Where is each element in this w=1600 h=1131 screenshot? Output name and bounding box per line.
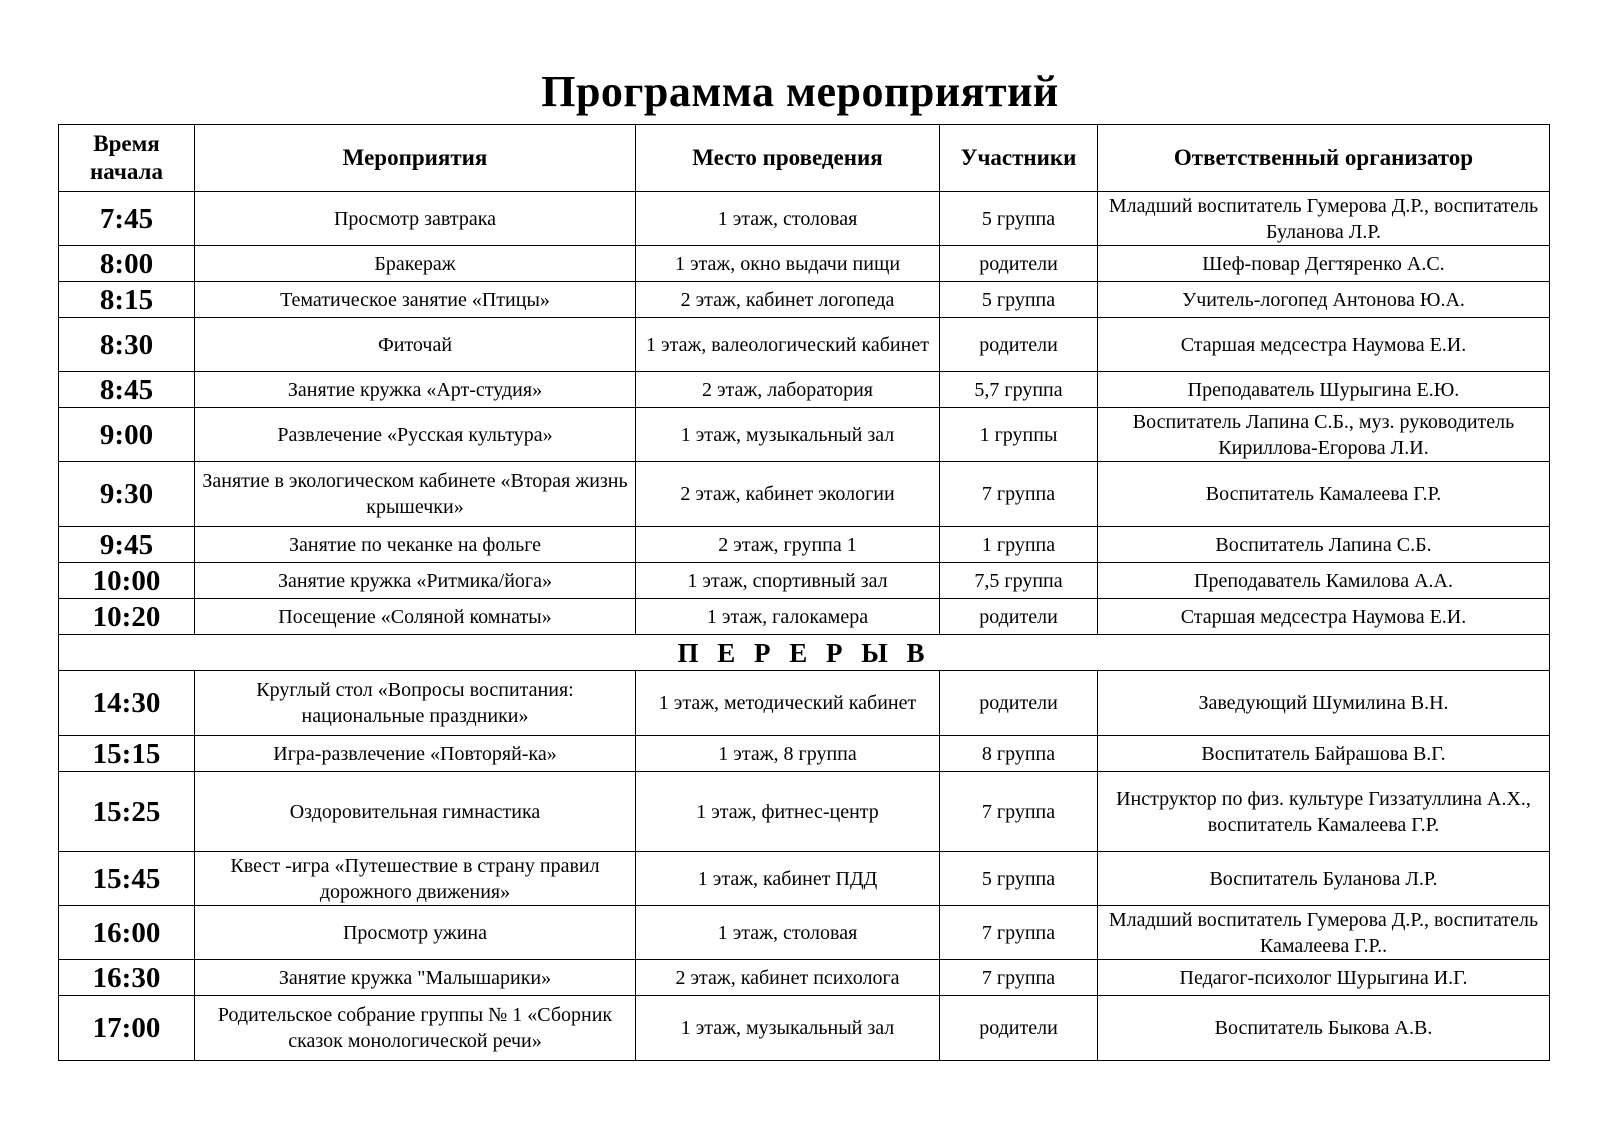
cell-place: 1 этаж, кабинет ПДД [636, 852, 940, 906]
cell-time: 10:20 [59, 599, 195, 635]
cell-time: 8:30 [59, 318, 195, 372]
cell-place: 1 этаж, галокамера [636, 599, 940, 635]
cell-event: Круглый стол «Вопросы воспитания: национальные праздники» [195, 671, 636, 736]
table-row [59, 960, 1550, 996]
cell-event: Фиточай [195, 318, 636, 372]
cell-organizer: Инструктор по физ. культуре Гиззатуллина А.Х., воспитатель Камалеева Г.Р. [1098, 772, 1550, 852]
table-row [59, 318, 1550, 372]
cell-time: 15:25 [59, 772, 195, 852]
cell-place: 2 этаж, лаборатория [636, 372, 940, 408]
table-header-row [59, 125, 1550, 192]
cell-organizer: Преподаватель Шурыгина Е.Ю. [1098, 372, 1550, 408]
cell-participants: 1 группа [940, 527, 1098, 563]
cell-organizer: Воспитатель Быкова А.В. [1098, 996, 1550, 1061]
cell-time: 17:00 [59, 996, 195, 1061]
cell-time: 8:15 [59, 282, 195, 318]
table-row [59, 372, 1550, 408]
cell-event: Занятие в экологическом кабинете «Вторая жизнь крышечки» [195, 462, 636, 527]
cell-time: 10:00 [59, 563, 195, 599]
cell-event: Квест -игра «Путешествие в страну правил дорожного движения» [195, 852, 636, 906]
table-row [59, 282, 1550, 318]
cell-place: 1 этаж, музыкальный зал [636, 996, 940, 1061]
cell-event: Занятие кружка «Арт-студия» [195, 372, 636, 408]
table-row [59, 563, 1550, 599]
cell-event: Игра-развлечение «Повторяй-ка» [195, 736, 636, 772]
cell-participants: 5,7 группа [940, 372, 1098, 408]
cell-participants: 7,5 группа [940, 563, 1098, 599]
cell-place: 1 этаж, валеологический кабинет [636, 318, 940, 372]
cell-participants: родители [940, 996, 1098, 1061]
cell-participants: 5 группа [940, 192, 1098, 246]
cell-time: 15:45 [59, 852, 195, 906]
cell-time: 15:15 [59, 736, 195, 772]
cell-time: 9:00 [59, 408, 195, 462]
break-label: П Е Р Е Р Ы В [59, 635, 1550, 671]
cell-place: 1 этаж, 8 группа [636, 736, 940, 772]
table-row [59, 192, 1550, 246]
table-row [59, 599, 1550, 635]
table-row [59, 996, 1550, 1061]
cell-place: 1 этаж, столовая [636, 906, 940, 960]
table-row [59, 527, 1550, 563]
cell-participants: 7 группа [940, 772, 1098, 852]
cell-organizer: Учитель-логопед Антонова Ю.А. [1098, 282, 1550, 318]
cell-place: 1 этаж, спортивный зал [636, 563, 940, 599]
table-row [59, 462, 1550, 527]
table-row [59, 671, 1550, 736]
table-row [59, 772, 1550, 852]
table-row [59, 246, 1550, 282]
cell-place: 2 этаж, кабинет психолога [636, 960, 940, 996]
cell-organizer: Заведующий Шумилина В.Н. [1098, 671, 1550, 736]
cell-place: 1 этаж, фитнес-центр [636, 772, 940, 852]
header-place: Место проведения [636, 125, 940, 192]
cell-time: 7:45 [59, 192, 195, 246]
cell-participants: 7 группа [940, 960, 1098, 996]
cell-event: Занятие кружка «Ритмика/йога» [195, 563, 636, 599]
cell-organizer: Младший воспитатель Гумерова Д.Р., воспитатель Буланова Л.Р. [1098, 192, 1550, 246]
cell-time: 8:45 [59, 372, 195, 408]
cell-event: Занятие по чеканке на фольге [195, 527, 636, 563]
cell-organizer: Воспитатель Байрашова В.Г. [1098, 736, 1550, 772]
cell-organizer: Старшая медсестра Наумова Е.И. [1098, 599, 1550, 635]
cell-participants: 5 группа [940, 852, 1098, 906]
cell-participants: 7 группа [940, 906, 1098, 960]
cell-event: Родительское собрание группы № 1 «Сборник сказок монологической речи» [195, 996, 636, 1061]
cell-place: 1 этаж, методический кабинет [636, 671, 940, 736]
cell-time: 16:30 [59, 960, 195, 996]
cell-organizer: Воспитатель Лапина С.Б. [1098, 527, 1550, 563]
cell-organizer: Шеф-повар Дегтяренко А.С. [1098, 246, 1550, 282]
cell-place: 1 этаж, столовая [636, 192, 940, 246]
cell-organizer: Младший воспитатель Гумерова Д.Р., воспитатель Камалеева Г.Р.. [1098, 906, 1550, 960]
table-row [59, 736, 1550, 772]
cell-place: 1 этаж, окно выдачи пищи [636, 246, 940, 282]
cell-participants: 5 группа [940, 282, 1098, 318]
cell-time: 16:00 [59, 906, 195, 960]
cell-time: 14:30 [59, 671, 195, 736]
table-row [59, 852, 1550, 906]
header-participants: Участники [940, 125, 1098, 192]
cell-place: 1 этаж, музыкальный зал [636, 408, 940, 462]
cell-participants: родители [940, 599, 1098, 635]
program-table [58, 124, 1550, 1061]
page-title: Программа мероприятий [541, 67, 1059, 116]
cell-place: 2 этаж, кабинет экологии [636, 462, 940, 527]
cell-organizer: Старшая медсестра Наумова Е.И. [1098, 318, 1550, 372]
table-row [59, 408, 1550, 462]
cell-participants: 1 группы [940, 408, 1098, 462]
header-time: Время начала [59, 125, 195, 192]
cell-organizer: Воспитатель Буланова Л.Р. [1098, 852, 1550, 906]
cell-participants: родители [940, 671, 1098, 736]
cell-participants: 7 группа [940, 462, 1098, 527]
cell-event: Развлечение «Русская культура» [195, 408, 636, 462]
cell-participants: родители [940, 246, 1098, 282]
cell-event: Просмотр завтрака [195, 192, 636, 246]
cell-time: 8:00 [59, 246, 195, 282]
header-event: Мероприятия [195, 125, 636, 192]
cell-event: Тематическое занятие «Птицы» [195, 282, 636, 318]
cell-event: Оздоровительная гимнастика [195, 772, 636, 852]
cell-event: Посещение «Соляной комнаты» [195, 599, 636, 635]
cell-organizer: Преподаватель Камилова А.А. [1098, 563, 1550, 599]
header-organizer: Ответственный организатор [1098, 125, 1550, 192]
cell-place: 2 этаж, группа 1 [636, 527, 940, 563]
cell-event: Просмотр ужина [195, 906, 636, 960]
cell-event: Бракераж [195, 246, 636, 282]
cell-participants: 8 группа [940, 736, 1098, 772]
cell-organizer: Педагог-психолог Шурыгина И.Г. [1098, 960, 1550, 996]
break-row [59, 635, 1550, 671]
cell-participants: родители [940, 318, 1098, 372]
cell-event: Занятие кружка "Малышарики» [195, 960, 636, 996]
cell-time: 9:45 [59, 527, 195, 563]
cell-organizer: Воспитатель Камалеева Г.Р. [1098, 462, 1550, 527]
cell-organizer: Воспитатель Лапина С.Б., муз. руководитель Кириллова-Егорова Л.И. [1098, 408, 1550, 462]
table-row [59, 906, 1550, 960]
cell-time: 9:30 [59, 462, 195, 527]
cell-place: 2 этаж, кабинет логопеда [636, 282, 940, 318]
